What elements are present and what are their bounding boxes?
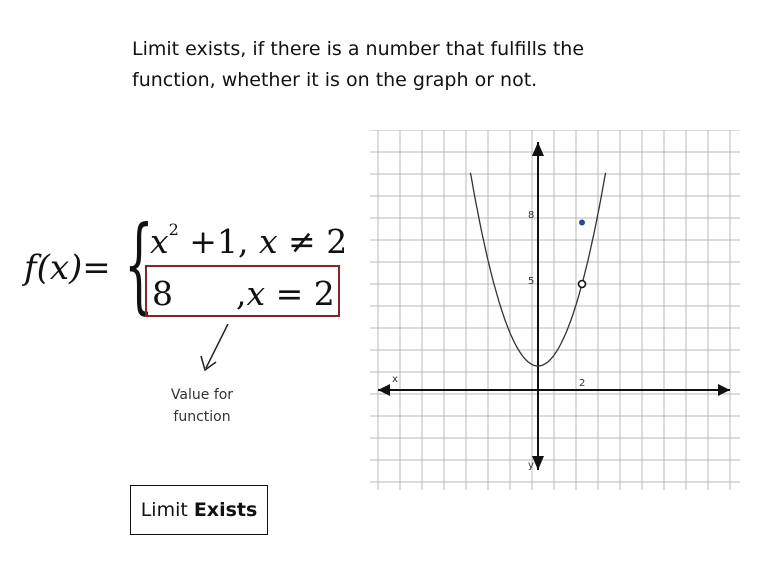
callout-line-1: Value for <box>170 387 234 403</box>
parabola-graph <box>370 130 740 490</box>
case-1-exponent: 2 <box>168 220 179 239</box>
case-1-rest: +1, <box>178 222 259 261</box>
case-1-variable: x <box>258 222 278 261</box>
case-2-variable: x <box>246 274 266 313</box>
function-symbol: f(x) <box>24 248 83 288</box>
graph-background <box>370 130 740 490</box>
case-2-separator: , <box>236 274 247 313</box>
result-emphasis: Exists <box>193 499 258 521</box>
curly-brace: { <box>124 203 154 325</box>
equals-sign: = <box>82 248 111 288</box>
case-1-condition: ≠ 2 <box>277 222 348 261</box>
y-tick-label-8: 8 <box>528 210 535 221</box>
case-2-value: 8 <box>152 274 173 313</box>
x-axis-label: x <box>392 374 398 385</box>
case-2 <box>236 274 335 313</box>
filled-point <box>579 220 585 226</box>
callout-arrow <box>196 320 236 380</box>
callout-line-2: function <box>173 409 231 425</box>
case-2-condition: = 2 <box>265 274 335 313</box>
y-axis-label: y <box>528 460 534 471</box>
heading-text <box>132 34 692 96</box>
x-tick-label: 2 <box>579 378 586 389</box>
heading-line-2: function, whether it is on the graph or not. <box>132 69 538 91</box>
callout-label <box>162 384 242 428</box>
case-1-base: x <box>150 222 169 261</box>
y-tick-label-5: 5 <box>528 276 535 287</box>
open-point <box>579 281 586 288</box>
function-name <box>24 248 111 288</box>
result-prefix: Limit <box>140 499 188 521</box>
heading-line-1: Limit exists, if there is a number that fulfills the <box>132 38 585 60</box>
case-1 <box>150 220 347 261</box>
piecewise-formula <box>0 203 360 328</box>
result-box <box>130 485 268 535</box>
